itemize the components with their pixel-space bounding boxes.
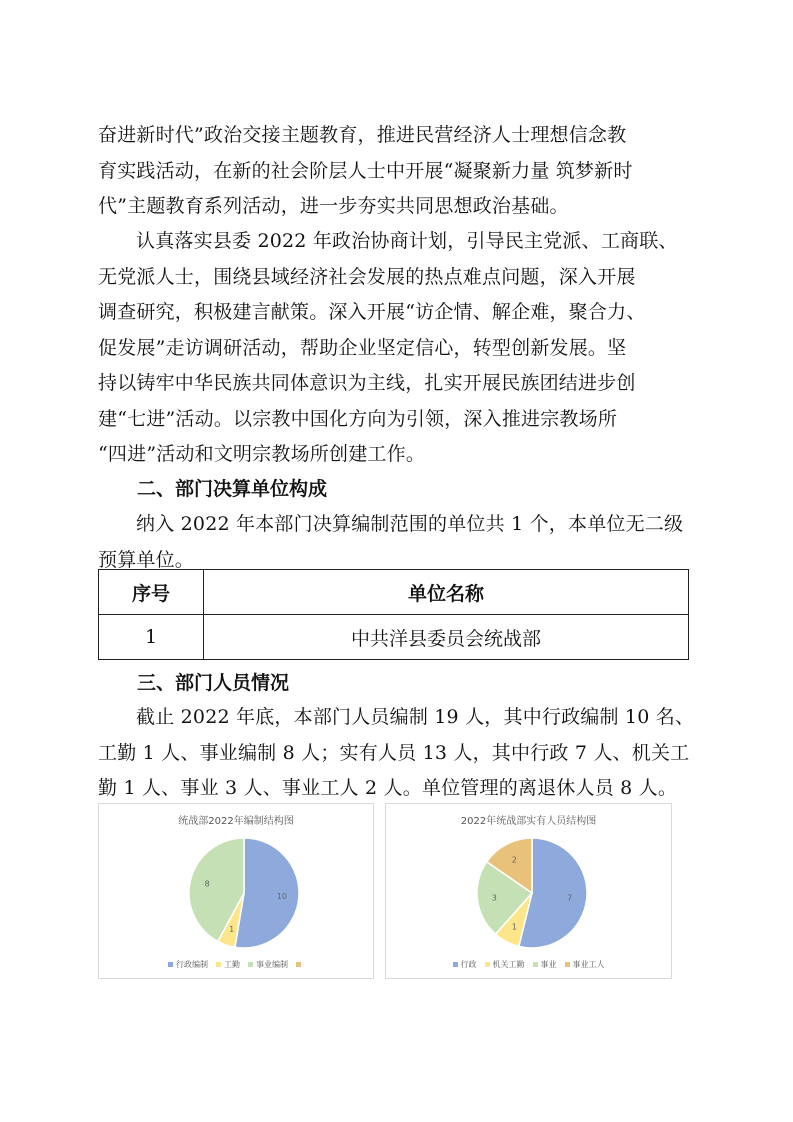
- data-label: 3: [491, 893, 497, 903]
- table-cell: 1: [99, 615, 204, 660]
- text-line: 无党派人士，围绕县域经济社会发展的热点难点问题，深入开展: [98, 265, 636, 288]
- paragraph-1: [98, 118, 690, 225]
- table-header-cell: 序号: [99, 570, 204, 615]
- text-line: 促发展”走访调研活动，帮助企业坚定信心，转型创新发展。坚: [98, 336, 627, 359]
- table-header-row: [99, 570, 689, 615]
- legend-entry: [485, 959, 525, 970]
- data-label: 1: [229, 924, 235, 934]
- legend-entry: [248, 959, 288, 970]
- text-line: 代”主题教育系列活动，进一步夯实共同思想政治基础。: [98, 195, 569, 217]
- table-row: [99, 615, 689, 660]
- section-heading-3: 三、部门人员情况: [137, 672, 290, 694]
- legend-entry: [453, 959, 477, 970]
- table-header-cell: 单位名称: [204, 570, 689, 615]
- text-line: 截止 2022 年底，本部门人员编制 19 人，其中行政编制 10 名、: [136, 706, 695, 728]
- data-label: 8: [204, 879, 210, 889]
- legend-swatch: [533, 962, 538, 967]
- chart-legend: [386, 959, 671, 970]
- text-line: 工勤 1 人、事业编制 8 人；实有人员 13 人，其中行政 7 人、机关工: [98, 741, 690, 764]
- chart-title: 统战部2022年编制结构图: [178, 816, 294, 827]
- legend-entry: [296, 960, 304, 969]
- text-line: 勤 1 人、事业 3 人、事业工人 2 人。单位管理的离退休人员 8 人。: [98, 777, 678, 799]
- data-label: 10: [276, 892, 287, 902]
- text-line: 持以铸牢中华民族共同体意识为主线，扎实开展民族团结进步创: [98, 372, 636, 394]
- paragraph-2: [98, 224, 690, 473]
- pie-chart: [386, 804, 671, 978]
- legend-label: 机关工勤: [492, 960, 525, 969]
- text-line: 奋进新时代”政治交接主题教育，推进民营经济人士理想信念教: [98, 124, 627, 146]
- legend-swatch: [296, 962, 301, 967]
- text-line: 纳入 2022 年本部门决算编制范围的单位共 1 个，本单位无二级: [136, 513, 684, 535]
- paragraph-3: [98, 507, 690, 578]
- text-line: 建“七进”活动。以宗教中国化方向为引领，深入推进宗教场所: [98, 407, 618, 430]
- legend-swatch: [168, 962, 173, 967]
- table-cell: 中共洋县委员会统战部: [204, 615, 689, 660]
- text-line: 育实践活动，在新的社会阶层人士中开展“凝聚新力量 筑梦新时: [98, 159, 633, 182]
- paragraph-4: [98, 700, 695, 807]
- staffing-structure-chart: [98, 803, 374, 979]
- legend-swatch: [216, 962, 221, 967]
- text-line: 认真落实县委 2022 年政治协商计划，引导民主党派、工商联、: [136, 230, 678, 252]
- chart-title: 2022年统战部实有人员结构图: [460, 816, 597, 827]
- legend-swatch: [248, 962, 253, 967]
- legend-swatch: [565, 962, 570, 967]
- data-label: 2: [511, 855, 517, 865]
- legend-entry: [216, 959, 240, 970]
- legend-label: 事业: [540, 960, 557, 969]
- text-line: 调查研究，积极建言献策。深入开展“访企情、解企难，聚合力、: [98, 301, 646, 323]
- legend-label: 事业工人: [572, 960, 605, 969]
- text-line: “四进”活动和文明宗教场所创建工作。: [98, 443, 426, 465]
- actual-staff-chart: [385, 803, 672, 979]
- legend-swatch: [485, 962, 490, 967]
- section-heading-2: 二、部门决算单位构成: [137, 478, 328, 500]
- legend-label: 行政: [460, 960, 477, 969]
- text-line: 预算单位。: [98, 548, 195, 571]
- data-label: 7: [567, 893, 573, 903]
- legend-entry: [565, 959, 605, 970]
- legend-entry: [533, 959, 557, 970]
- data-label: 1: [511, 922, 517, 932]
- pie-chart: [99, 804, 373, 978]
- chart-legend: [99, 959, 373, 970]
- legend-label: 事业编制: [256, 960, 288, 969]
- legend-entry: [168, 959, 208, 970]
- legend-swatch: [453, 962, 458, 967]
- units-table: [98, 569, 689, 660]
- legend-label: 行政编制: [176, 960, 208, 969]
- legend-label: 工勤: [224, 960, 240, 969]
